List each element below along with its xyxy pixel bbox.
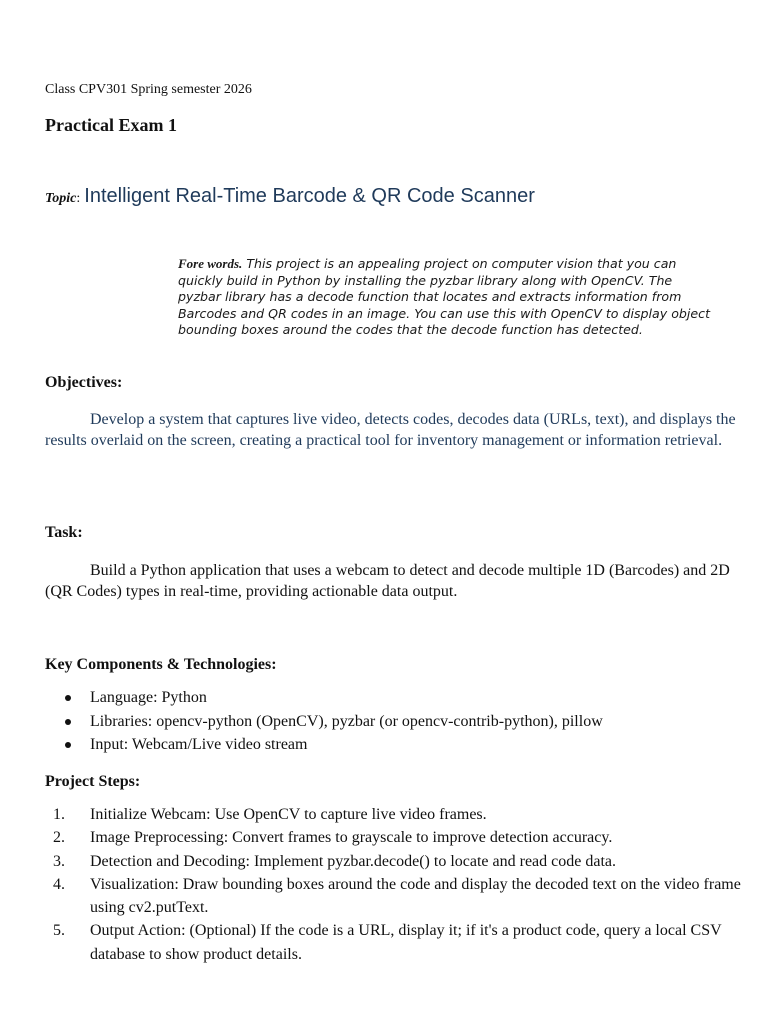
list-item [45,686,603,710]
step-number: 1. [53,806,65,823]
step-text: Initialize Webcam: Use OpenCV to capture live video frames. [90,806,487,823]
steps-list [45,803,750,966]
steps-heading: Project Steps: [45,773,141,790]
objectives-heading: Objectives: [45,374,123,391]
list-item [45,873,750,920]
step-text: Output Action: (Optional) If the code is a URL, display it; if it's a product code, query a local CSV database to show product details. [90,922,722,963]
topic-colon: : [76,191,81,206]
step-number: 5. [53,922,65,940]
components-list [45,686,603,757]
step-text: Image Preprocessing: Convert frames to grayscale to improve detection accuracy. [90,829,613,847]
bullet-icon [65,719,71,725]
list-item-text: Libraries: opencv-python (OpenCV), pyzbar (or opencv-contrib-python), pillow [90,712,603,730]
list-item [45,919,750,966]
bullet-icon [65,695,71,701]
list-item [45,826,750,849]
task-heading: Task: [45,524,83,541]
topic-line [45,185,535,208]
step-text: Detection and Decoding: Implement pyzbar.decode() to locate and read code data. [90,852,616,870]
list-item [45,710,603,734]
foreword-block [178,256,718,339]
list-item [45,733,603,757]
components-heading: Key Components & Technologies: [45,656,277,673]
step-number: 2. [53,829,65,847]
step-text: Visualization: Draw bounding boxes around the code and display the decoded text on the video frame using cv2.putText. [90,875,741,917]
step-number: 4. [53,875,65,893]
topic-title: Intelligent Real-Time Barcode & QR Code Scanner [84,185,535,207]
exam-title: Practical Exam 1 [45,115,177,135]
bullet-icon [65,742,71,748]
objectives-text: Develop a system that captures live video, detects codes, decodes data (URLs, text), and displays the results overlaid on the screen, creating a practical tool for inventory management or information retrieval. [45,411,736,449]
list-item-text: Language: Python [90,689,207,706]
foreword-label: Fore words. [178,256,243,271]
task-text: Build a Python application that uses a webcam to detect and decode multiple 1D (Barcodes) and 2D (QR Codes) types in real-time, providing actionable data output. [45,562,730,600]
topic-label: Topic [45,191,77,206]
class-line: Class CPV301 Spring semester 2026 [45,82,252,97]
list-item [45,850,750,873]
list-item-text: Input: Webcam/Live video stream [90,736,308,753]
step-number: 3. [53,852,65,870]
foreword-text: This project is an appealing project on computer vision that you can quickly build in Python by installing the pyzbar library along with OpenCV. The pyzbar library has a decode function that locates and extracts information from Barcodes and QR codes in an image. You can use this with OpenCV to display object bounding boxes around the codes that the decode function has detected. [178,256,711,337]
list-item [45,803,750,826]
